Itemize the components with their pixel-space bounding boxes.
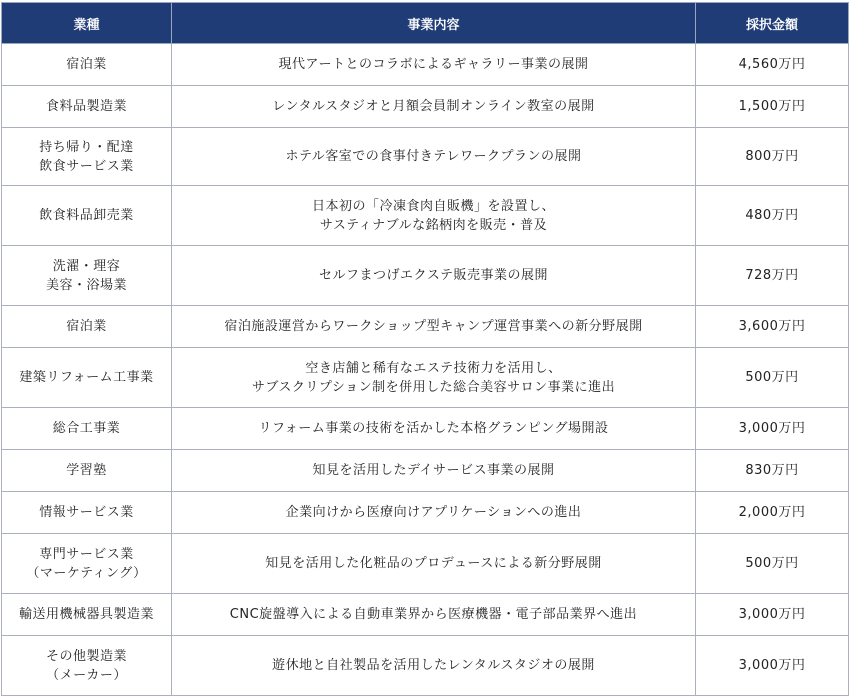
- content-line: 知見を活用した化粧品のプロデュースによる新分野展開: [265, 556, 602, 571]
- table-row: [2, 408, 849, 450]
- content-cell: [172, 408, 696, 450]
- table-header-row: [2, 3, 849, 44]
- amount-cell: 500万円: [696, 348, 849, 408]
- amount-cell: 2,000万円: [696, 492, 849, 534]
- content-cell: [172, 450, 696, 492]
- content-line: 現代アートとのコラボによるギャラリー事業の展開: [278, 57, 589, 72]
- industry-cell: [2, 306, 172, 348]
- table-row: [2, 534, 849, 594]
- table-row: [2, 186, 849, 246]
- content-line: CNC旋盤導入による自動車業界から医療機器・電子部品業界へ進出: [229, 607, 638, 622]
- industry-line: 洗濯・理容: [52, 258, 121, 274]
- content-cell: [172, 44, 696, 86]
- table-row: [2, 246, 849, 306]
- industry-line: 情報サービス業: [39, 505, 134, 520]
- content-line: 企業向けから医療向けアプリケーションへの進出: [285, 505, 582, 520]
- table-row: [2, 636, 849, 696]
- industry-line: 専門サービス業: [39, 546, 134, 562]
- content-line: リフォーム事業の技術を活かした本格グランピング場開設: [258, 421, 609, 436]
- content-cell: [172, 636, 696, 696]
- content-cell: [172, 186, 696, 246]
- industry-line: 宿泊業: [66, 319, 107, 334]
- industry-cell: [2, 450, 172, 492]
- table-row: [2, 594, 849, 636]
- industry-line: 食料品製造業: [45, 99, 127, 114]
- content-cell: [172, 492, 696, 534]
- amount-cell: 728万円: [696, 246, 849, 306]
- industry-line: 学習塾: [66, 463, 107, 478]
- table-row: [2, 44, 849, 86]
- amount-cell: 500万円: [696, 534, 849, 594]
- industry-line: 建築リフォーム工事業: [19, 370, 154, 385]
- header-content: 事業内容: [172, 3, 696, 44]
- industry-line: 美容・浴場業: [45, 277, 127, 293]
- industry-cell: [2, 246, 172, 306]
- amount-cell: 800万円: [696, 128, 849, 186]
- content-line: サブスクリプション制を併用した総合美容サロン事業に進出: [251, 379, 616, 395]
- industry-line: 総合工事業: [52, 421, 121, 436]
- content-line: 遊休地と自社製品を活用したレンタルスタジオの展開: [272, 658, 595, 673]
- industry-line: 輸送用機械器具製造業: [18, 607, 154, 622]
- content-cell: [172, 306, 696, 348]
- content-cell: [172, 348, 696, 408]
- content-line: 空き店舗と稀有なエステ技術力を活用し、: [305, 360, 562, 376]
- content-line: ホテル客室での食事付きテレワークプランの展開: [285, 149, 582, 164]
- amount-cell: 480万円: [696, 186, 849, 246]
- industry-cell: [2, 534, 172, 594]
- industry-line: （マーケティング）: [26, 565, 147, 581]
- table-row: [2, 128, 849, 186]
- industry-line: その他製造業: [45, 648, 127, 664]
- amount-cell: 830万円: [696, 450, 849, 492]
- industry-line: 宿泊業: [66, 57, 107, 72]
- amount-cell: 3,000万円: [696, 408, 849, 450]
- industry-line: （メーカー）: [46, 667, 127, 683]
- table-row: [2, 492, 849, 534]
- industry-line: 飲食料品卸売業: [39, 208, 134, 223]
- content-line: 日本初の「冷凍食肉自販機」を設置し、: [311, 198, 555, 214]
- industry-cell: [2, 44, 172, 86]
- content-line: サスティナブルな銘柄肉を販売・普及: [319, 217, 548, 233]
- industry-cell: [2, 186, 172, 246]
- industry-cell: [2, 636, 172, 696]
- industry-cell: [2, 408, 172, 450]
- content-line: 宿泊施設運営からワークショップ型キャンプ運営事業への新分野展開: [224, 319, 643, 334]
- table-row: [2, 306, 849, 348]
- content-cell: [172, 594, 696, 636]
- content-cell: [172, 128, 696, 186]
- industry-line: 飲食サービス業: [39, 158, 134, 174]
- content-line: レンタルスタジオと月額会員制オンライン教室の展開: [272, 99, 595, 114]
- industry-cell: [2, 492, 172, 534]
- amount-cell: 3,600万円: [696, 306, 849, 348]
- industry-cell: [2, 594, 172, 636]
- amount-cell: 1,500万円: [696, 86, 849, 128]
- amount-cell: 3,000万円: [696, 636, 849, 696]
- table-row: [2, 86, 849, 128]
- content-line: 知見を活用したデイサービス事業の展開: [312, 463, 555, 478]
- industry-cell: [2, 86, 172, 128]
- content-cell: [172, 246, 696, 306]
- table-row: [2, 450, 849, 492]
- industry-line: 持ち帰り・配達: [39, 139, 134, 155]
- amount-cell: 3,000万円: [696, 594, 849, 636]
- adoption-table-container: [1, 2, 848, 696]
- content-line: セルフまつげエクステ販売事業の展開: [318, 268, 549, 283]
- industry-cell: [2, 128, 172, 186]
- industry-cell: [2, 348, 172, 408]
- table-row: [2, 348, 849, 408]
- header-industry: 業種: [2, 3, 172, 44]
- amount-cell: 4,560万円: [696, 44, 849, 86]
- content-cell: [172, 86, 696, 128]
- adoption-cases-table: [1, 2, 849, 696]
- content-cell: [172, 534, 696, 594]
- header-amount: 採択金額: [696, 3, 849, 44]
